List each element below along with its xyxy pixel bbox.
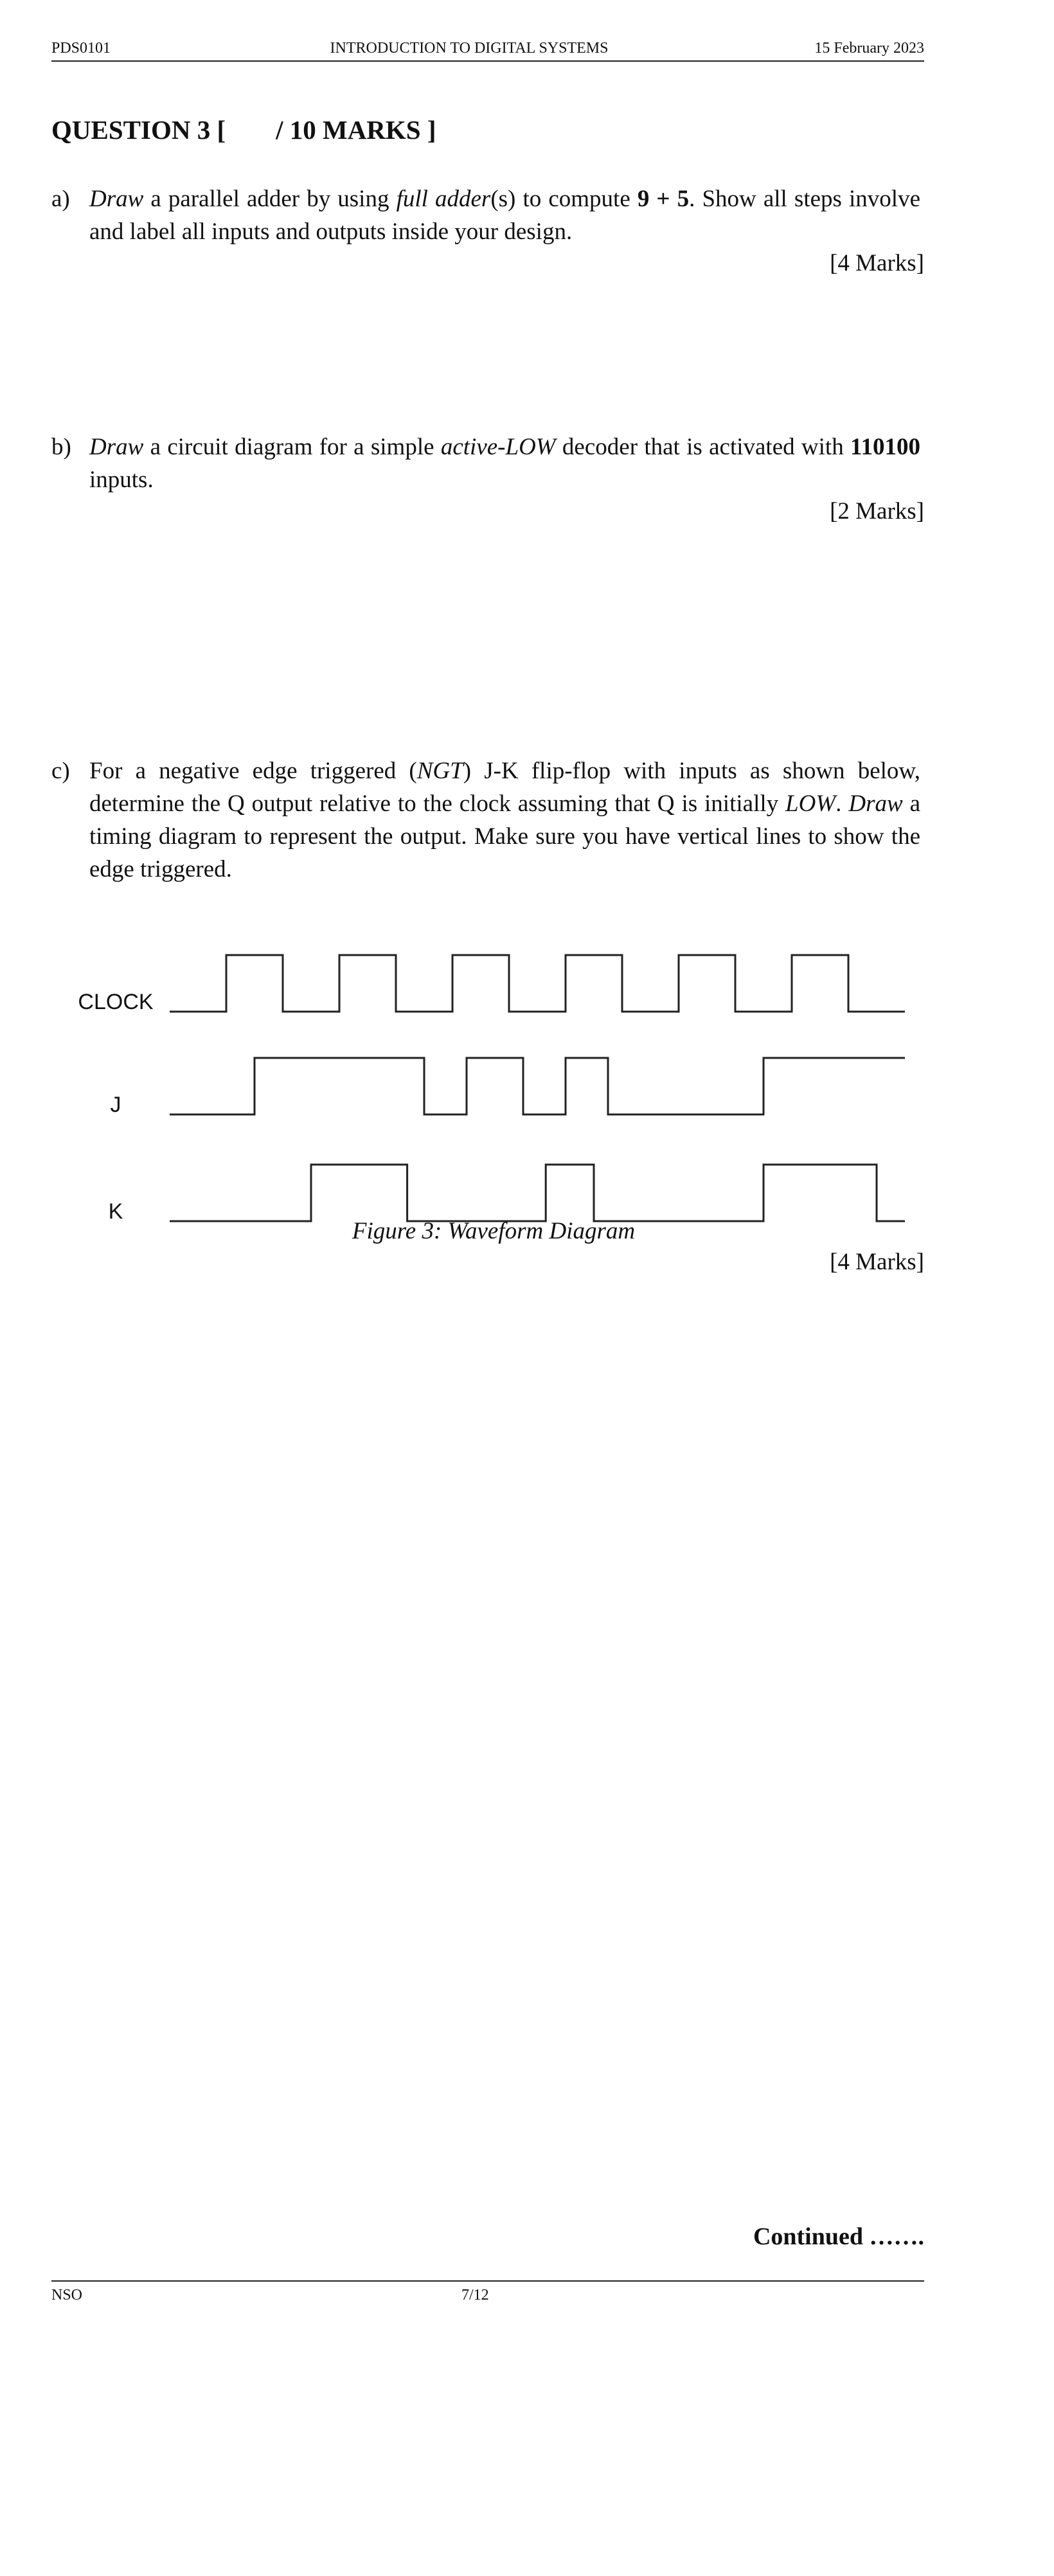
part-c-text	[89, 755, 920, 886]
question-part-a	[51, 183, 920, 248]
question-title-end: / 10 MARKS ]	[276, 115, 436, 145]
part-a-text-2: (s) to compute	[490, 186, 638, 212]
part-a-text	[89, 183, 920, 248]
part-c-marks: [4 Marks]	[830, 1249, 924, 1275]
part-c-draw: Draw	[848, 791, 903, 817]
waveform-k	[170, 1165, 905, 1221]
header-course-title: INTRODUCTION TO DIGITAL SYSTEMS	[330, 40, 609, 57]
waveform-clock	[170, 955, 905, 1012]
part-b-inputs: 110100	[850, 434, 920, 460]
waveform-j	[170, 1058, 905, 1114]
part-a-full-adder: full adder	[396, 186, 491, 212]
part-c-ngt: NGT	[416, 758, 463, 784]
part-a-sum: 9 + 5	[637, 186, 690, 212]
part-b-label: b)	[51, 434, 71, 460]
header-course-code: PDS0101	[51, 40, 111, 57]
question-part-b	[51, 431, 920, 496]
part-b-active-low: active-LOW	[440, 434, 556, 460]
part-b-text-3: inputs.	[89, 467, 154, 493]
signal-label-k: K	[108, 1199, 123, 1224]
waveform-diagram	[64, 926, 925, 1224]
part-a-draw: Draw	[89, 186, 144, 212]
header-date: 15 February 2023	[814, 40, 924, 57]
part-c-label: c)	[51, 758, 70, 784]
question-title	[51, 114, 436, 145]
part-b-text	[89, 431, 920, 496]
question-title-start: QUESTION 3 [	[51, 115, 226, 145]
part-c-low: LOW	[785, 791, 836, 817]
footer-rule	[51, 2280, 924, 2282]
part-a-marks: [4 Marks]	[830, 250, 924, 276]
part-b-marks: [2 Marks]	[830, 498, 924, 524]
part-c-text-4: a timing diagram to represent the output. Make sure you have vertical lines to show the edge triggered.	[89, 791, 920, 882]
footer-initials: NSO	[51, 2287, 83, 2303]
signal-label-j: J	[110, 1093, 121, 1117]
part-c-text-2: ) J-K flip-flop with inputs as shown below, determine the Q output relative to the clock assuming that Q is initially	[89, 758, 920, 817]
page-number: 7/12	[461, 2287, 489, 2303]
part-b-text-2: decoder that is activated with	[555, 434, 851, 460]
question-part-c	[51, 755, 920, 886]
figure-caption: Figure 3: Waveform Diagram	[352, 1218, 636, 1244]
part-a-text-1: a parallel adder by using	[143, 186, 397, 212]
signal-label-clock: CLOCK	[78, 990, 154, 1014]
part-a-text-3: . Show all steps involve and label all inputs and outputs inside your design.	[89, 186, 921, 245]
part-c-text-3: .	[835, 791, 849, 817]
header-rule	[51, 60, 924, 62]
continued-note: Continued …….	[753, 2223, 924, 2250]
part-b-text-1: a circuit diagram for a simple	[143, 434, 441, 460]
part-a-label: a)	[51, 186, 70, 212]
part-b-draw: Draw	[89, 434, 144, 460]
part-c-text-1: For a negative edge triggered (	[89, 758, 417, 784]
